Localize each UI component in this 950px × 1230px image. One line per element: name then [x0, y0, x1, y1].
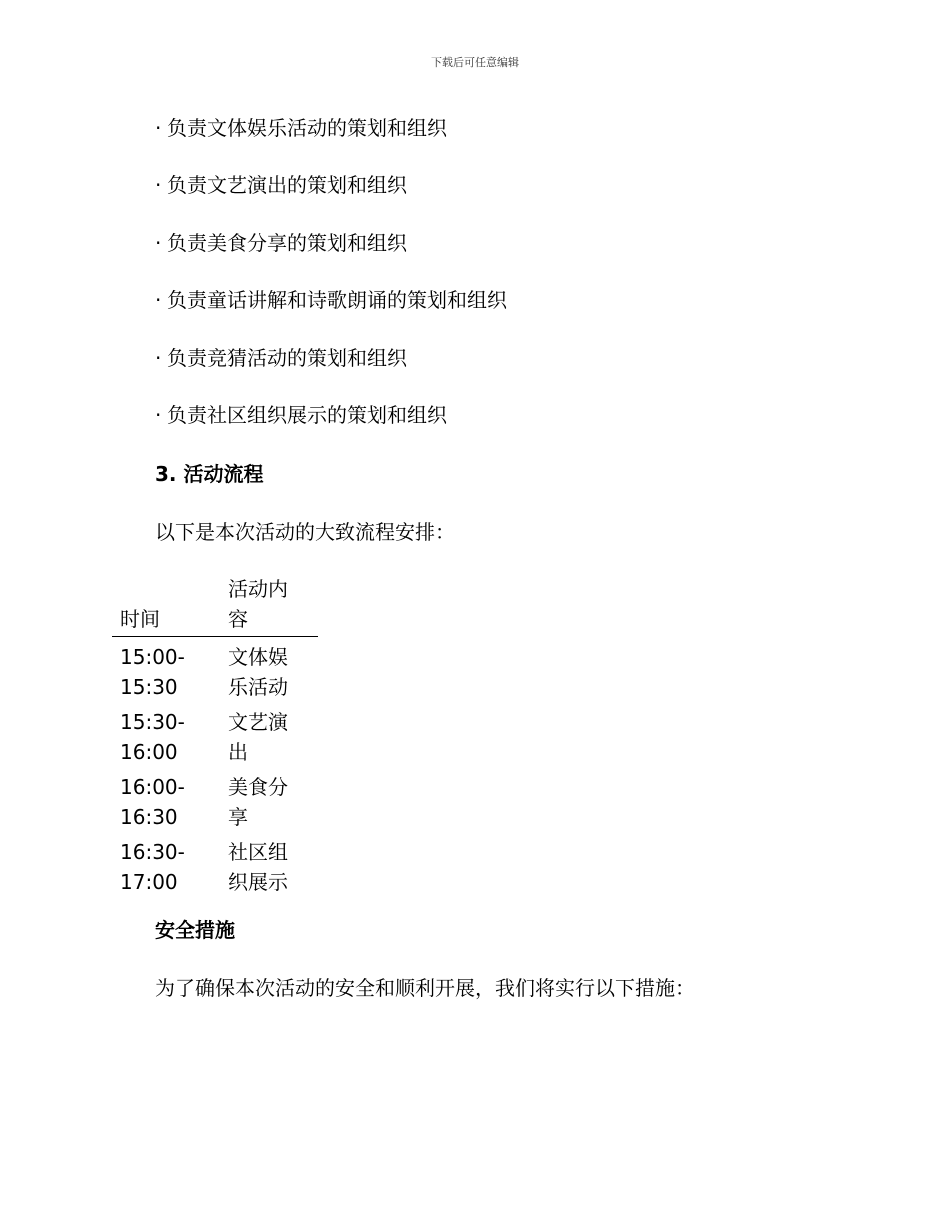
list-item — [155, 284, 507, 316]
safety-intro: 为了确保本次活动的安全和顺利开展，我们将实行以下措施： — [155, 976, 695, 1000]
list-item — [155, 227, 507, 259]
process-intro: 以下是本次活动的大致流程安排： — [155, 520, 455, 544]
list-item-text: 负责文体娱乐活动的策划和组织 — [167, 116, 447, 140]
page-header: 下载后可任意编辑 — [431, 56, 519, 69]
time-cell: 16:30-17:00 — [120, 840, 185, 894]
bullet-dot: · — [155, 288, 162, 313]
section-heading-safety: 安全措施 — [155, 918, 235, 942]
list-item-text: 负责竞猜活动的策划和组织 — [167, 345, 407, 370]
column-header-activity: 活动内容 — [228, 577, 288, 631]
column-header-time: 时间 — [120, 607, 160, 631]
list-item — [155, 399, 507, 431]
activity-cell: 文体娱乐活动 — [228, 645, 288, 699]
list-item — [155, 169, 507, 201]
time-cell: 16:00-16:30 — [120, 775, 185, 829]
table-row — [112, 772, 318, 832]
list-item-text: 负责美食分享的策划和组织 — [167, 230, 407, 255]
bullet-dot: · — [155, 230, 162, 255]
bullet-dot: · — [155, 402, 162, 427]
time-cell: 15:00-15:30 — [120, 645, 185, 699]
list-item — [155, 342, 507, 374]
bullet-dot: · — [155, 345, 162, 370]
table-header-row — [112, 574, 318, 637]
list-item-text: 负责童话讲解和诗歌朗诵的策划和组织 — [167, 288, 507, 313]
activity-cell: 文艺演出 — [228, 710, 288, 764]
table-row — [112, 642, 318, 702]
bullet-dot: · — [155, 173, 162, 198]
activity-cell: 社区组织展示 — [228, 840, 288, 894]
section-heading-process: 3. 活动流程 — [155, 462, 264, 486]
time-cell: 15:30-16:00 — [120, 710, 185, 764]
activity-cell: 美食分享 — [228, 775, 288, 829]
bullet-dot: · — [155, 116, 162, 140]
table-row — [112, 707, 318, 767]
list-item-text: 负责文艺演出的策划和组织 — [167, 173, 407, 198]
table-row — [112, 837, 318, 897]
schedule-table — [112, 574, 318, 897]
list-item — [155, 112, 507, 144]
list-item-text: 负责社区组织展示的策划和组织 — [167, 402, 447, 427]
responsibility-list — [155, 112, 507, 456]
